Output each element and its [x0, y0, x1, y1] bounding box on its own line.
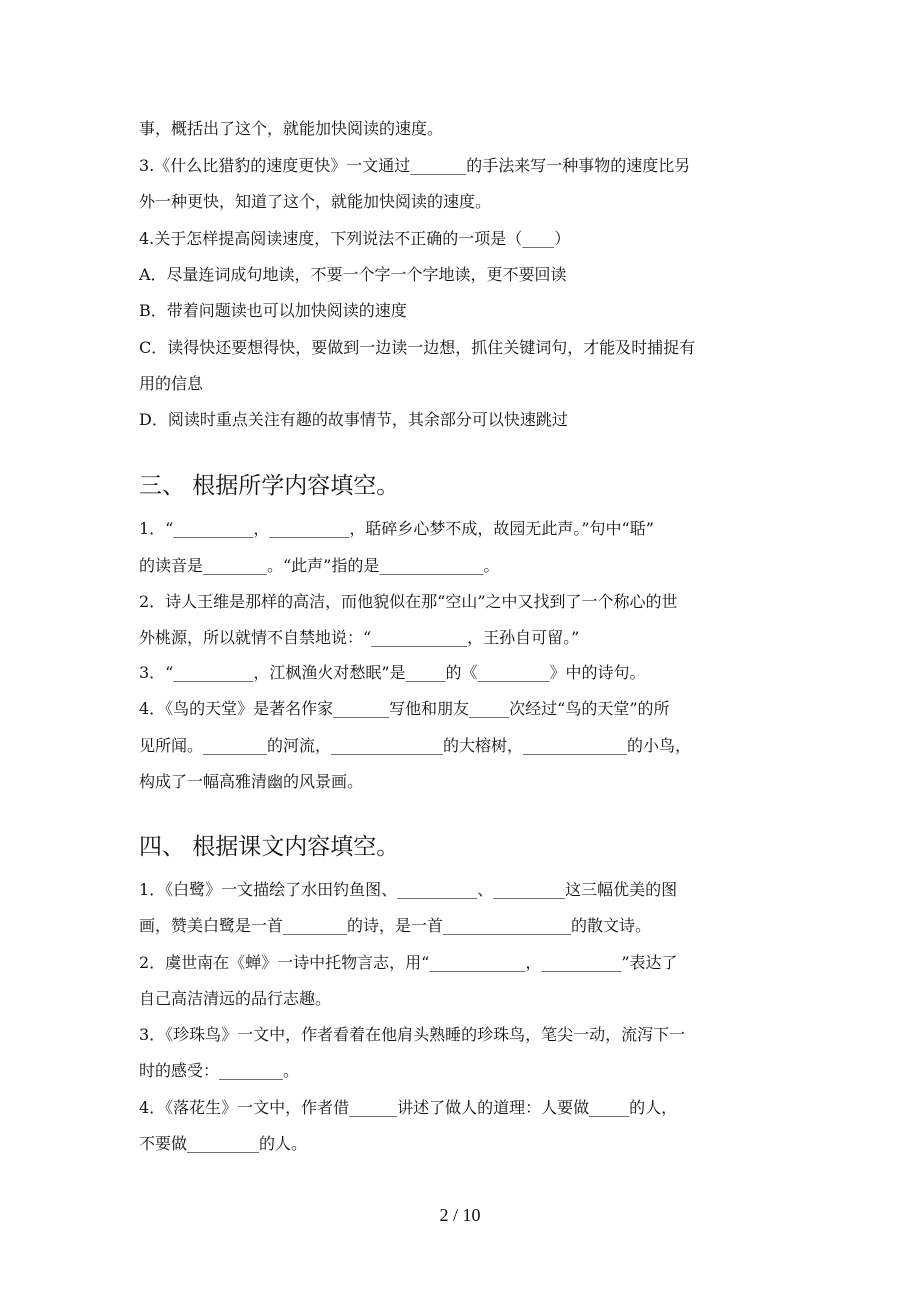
s4-question-4-line-1: 4．《落花生》一文中，作者借______讲述了做人的道理：人要做_____的人，: [139, 1098, 678, 1117]
page-number: 2 / 10: [439, 1205, 481, 1225]
option-b: B．带着问题读也可以加快阅读的速度: [139, 301, 407, 320]
option-a: A．尽量连词成句地读，不要一个字一个字地读，更不要回读: [139, 265, 567, 284]
s3-question-1-line-2: 的读音是________。“此声”指的是_____________。: [139, 556, 500, 575]
s4-question-3-line-2: 时的感受：________。: [139, 1061, 300, 1080]
paragraph-line: 事，概括出了这个，就能加快阅读的速度。: [139, 119, 444, 138]
s4-question-1-line-1: 1．《白鹭》一文描绘了水田钓鱼图、__________、_________这三幅优美的图: [139, 880, 678, 899]
s3-question-4-line-3: 构成了一幅高雅清幽的风景画。: [139, 772, 364, 791]
option-d: D．阅读时重点关注有趣的故事情节，其余部分可以快速跳过: [139, 410, 568, 429]
section-3-heading: 三、 根据所学内容填空。: [139, 473, 400, 499]
s4-question-4-line-2: 不要做_________的人。: [139, 1134, 308, 1153]
s3-question-4-line-1: 4．《鸟的天堂》是著名作家_______写他和朋友_____次经过“鸟的天堂”的所: [139, 699, 670, 718]
s3-question-3: 3．“__________，江枫渔火对愁眠”是_____的《_________》中的诗句。: [139, 663, 646, 682]
section-4-heading: 四、 根据课文内容填空。: [139, 834, 400, 860]
s3-question-2-line-1: 2．诗人王维是那样的高洁，而他貌似在那“空山”之中又找到了一个称心的世: [139, 592, 678, 611]
option-c-line-1: C．读得快还要想得快，要做到一边读一边想，抓住关键词句，才能及时捕捉有: [139, 338, 696, 357]
s3-question-4-line-2: 见所闻。________的河流，______________的大榕树，_____________的小鸟，: [139, 736, 692, 755]
question-4: 4.关于怎样提高阅读速度，下列说法不正确的一项是（____）: [139, 229, 571, 248]
question-3-line-2: 外一种更快，知道了这个，就能加快阅读的速度。: [139, 192, 492, 211]
s4-question-1-line-2: 画，赞美白鹭是一首________的诗，是一首________________的散文诗。: [139, 916, 652, 935]
s3-question-1-line-1: 1．“__________，__________，聒碎乡心梦不成，故园无此声。”句中“聒”: [139, 519, 654, 538]
s4-question-3-line-1: 3．《珍珠鸟》一文中，作者看着在他肩头熟睡的珍珠鸟，笔尖一动，流泻下一: [139, 1025, 686, 1044]
question-3-line-1: 3.《什么比猎豹的速度更快》一文通过_______的手法来写一种事物的速度比另: [139, 156, 691, 175]
s4-question-2-line-1: 2．虞世南在《蝉》一诗中托物言志，用“____________，__________”表达了: [139, 953, 678, 972]
s3-question-2-line-2: 外桃源，所以就情不自禁地说：“____________，王孙自可留。”: [139, 628, 580, 647]
option-c-line-2: 用的信息: [139, 374, 204, 393]
s4-question-2-line-2: 自己高洁清远的品行志趣。: [139, 989, 332, 1008]
